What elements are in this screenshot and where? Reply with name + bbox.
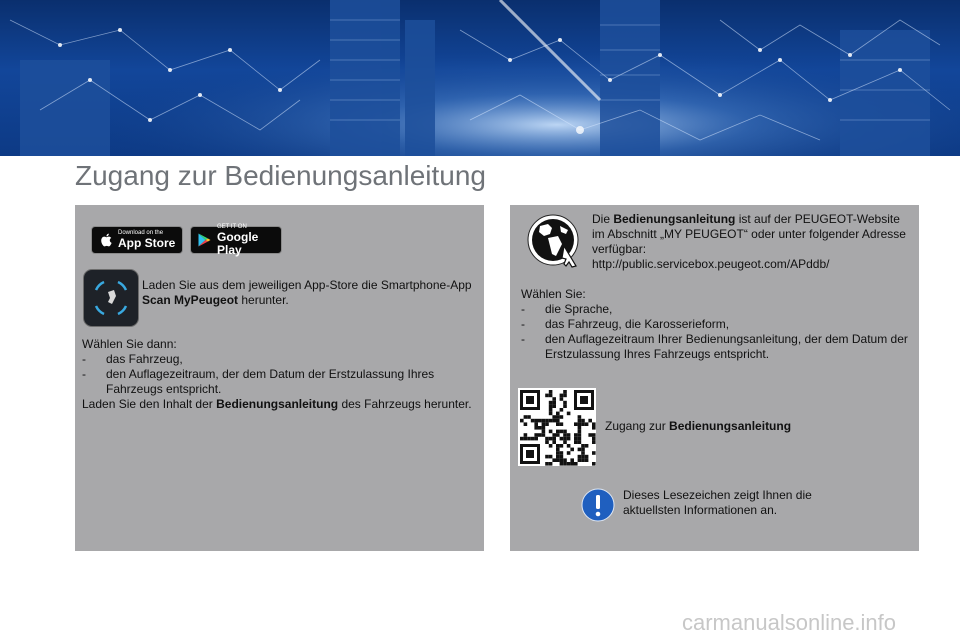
- app-name: Scan MyPeugeot: [142, 293, 239, 307]
- bookmark-info-text: Dieses Lesezeichen zeigt Ihnen die aktuellsten Informationen an.: [623, 488, 812, 517]
- list-item-text: die Sprache,: [545, 302, 613, 316]
- list-item: - die Sprache,: [521, 302, 613, 316]
- google-play-big-label: Google Play: [217, 229, 259, 257]
- download-text-bold: Bedienungsanleitung: [216, 397, 339, 411]
- google-play-small-label: GET IT ON: [217, 223, 247, 230]
- google-play-badge[interactable]: [190, 223, 282, 257]
- list-item: - den Auflagezeitraum Ihrer Bedienungsanleitung, der dem Datum der Erstzulassung Ihres Fahrzeugs entspricht.: [521, 332, 908, 361]
- app-download-text-post: herunter.: [238, 293, 289, 307]
- app-store-big-label: App Store: [118, 236, 176, 250]
- right-panel-web-access: [510, 205, 919, 551]
- left-panel-app-access: [75, 205, 484, 551]
- left-choose-intro: Wählen Sie dann:: [82, 337, 177, 351]
- app-download-text: [142, 278, 472, 308]
- list-item: - das Fahrzeug,: [82, 352, 183, 366]
- right-choose-intro: Wählen Sie:: [521, 287, 586, 301]
- list-item: - den Auflagezeitraum, der dem Datum der Erstzulassung Ihres Fahrzeugs entspricht.: [82, 367, 435, 396]
- network-city-illustration: [0, 0, 960, 156]
- qr-code-icon[interactable]: [518, 388, 596, 466]
- qr-caption-pre: Zugang zur: [605, 419, 670, 433]
- web-intro-bold: Bedienungsanleitung: [613, 212, 736, 226]
- watermark: carmanualsonline.info: [682, 610, 897, 635]
- manual-url-link[interactable]: http://public.servicebox.peugeot.com/APddb/: [592, 257, 830, 271]
- list-item-text: das Fahrzeug, die Karosserieform,: [545, 317, 730, 331]
- download-text-pre: Laden Sie den Inhalt der: [82, 397, 217, 411]
- list-item-text: das Fahrzeug,: [106, 352, 183, 366]
- apple-logo-icon: [100, 233, 112, 247]
- app-store-badge[interactable]: [91, 226, 183, 254]
- app-store-small-label: Download on the: [118, 230, 164, 236]
- web-intro-post: ist auf der PEUGEOT-Website im Abschnitt „MY PEUGEOT“ oder unter folgender Adresse verfügbar:: [592, 212, 906, 256]
- qr-caption-bold: Bedienungsanleitung: [669, 419, 792, 433]
- google-play-icon: [198, 233, 211, 247]
- right-instructions: [521, 287, 913, 362]
- list-item-text: den Auflagezeitraum, der dem Datum der Erstzulassung Ihres Fahrzeugs entspricht.: [106, 367, 435, 396]
- download-text-post: des Fahrzeugs herunter.: [338, 397, 472, 411]
- web-intro-pre: Die: [592, 212, 614, 226]
- list-item-text: den Auflagezeitraum Ihrer Bedienungsanleitung, der dem Datum der Erstzulassung Ihres Fahrzeugs entspricht.: [545, 332, 908, 361]
- header-banner: [0, 0, 960, 156]
- list-item: - das Fahrzeug, die Karosserieform,: [521, 317, 730, 331]
- page-title: Zugang zur Bedienungsanleitung: [75, 160, 486, 191]
- download-content-text: [82, 397, 472, 412]
- web-access-text: [592, 212, 912, 272]
- globe-cursor-icon: [526, 212, 584, 272]
- left-instructions: [82, 337, 472, 412]
- qr-caption: [605, 419, 905, 434]
- right-choose-list: [521, 302, 913, 362]
- exclamation-icon: [581, 488, 615, 522]
- scan-mypeugeot-app-icon: [83, 269, 139, 327]
- app-download-text-pre: Laden Sie aus dem jeweiligen App-Store die Smartphone-App: [142, 278, 472, 292]
- left-choose-list: [82, 352, 472, 397]
